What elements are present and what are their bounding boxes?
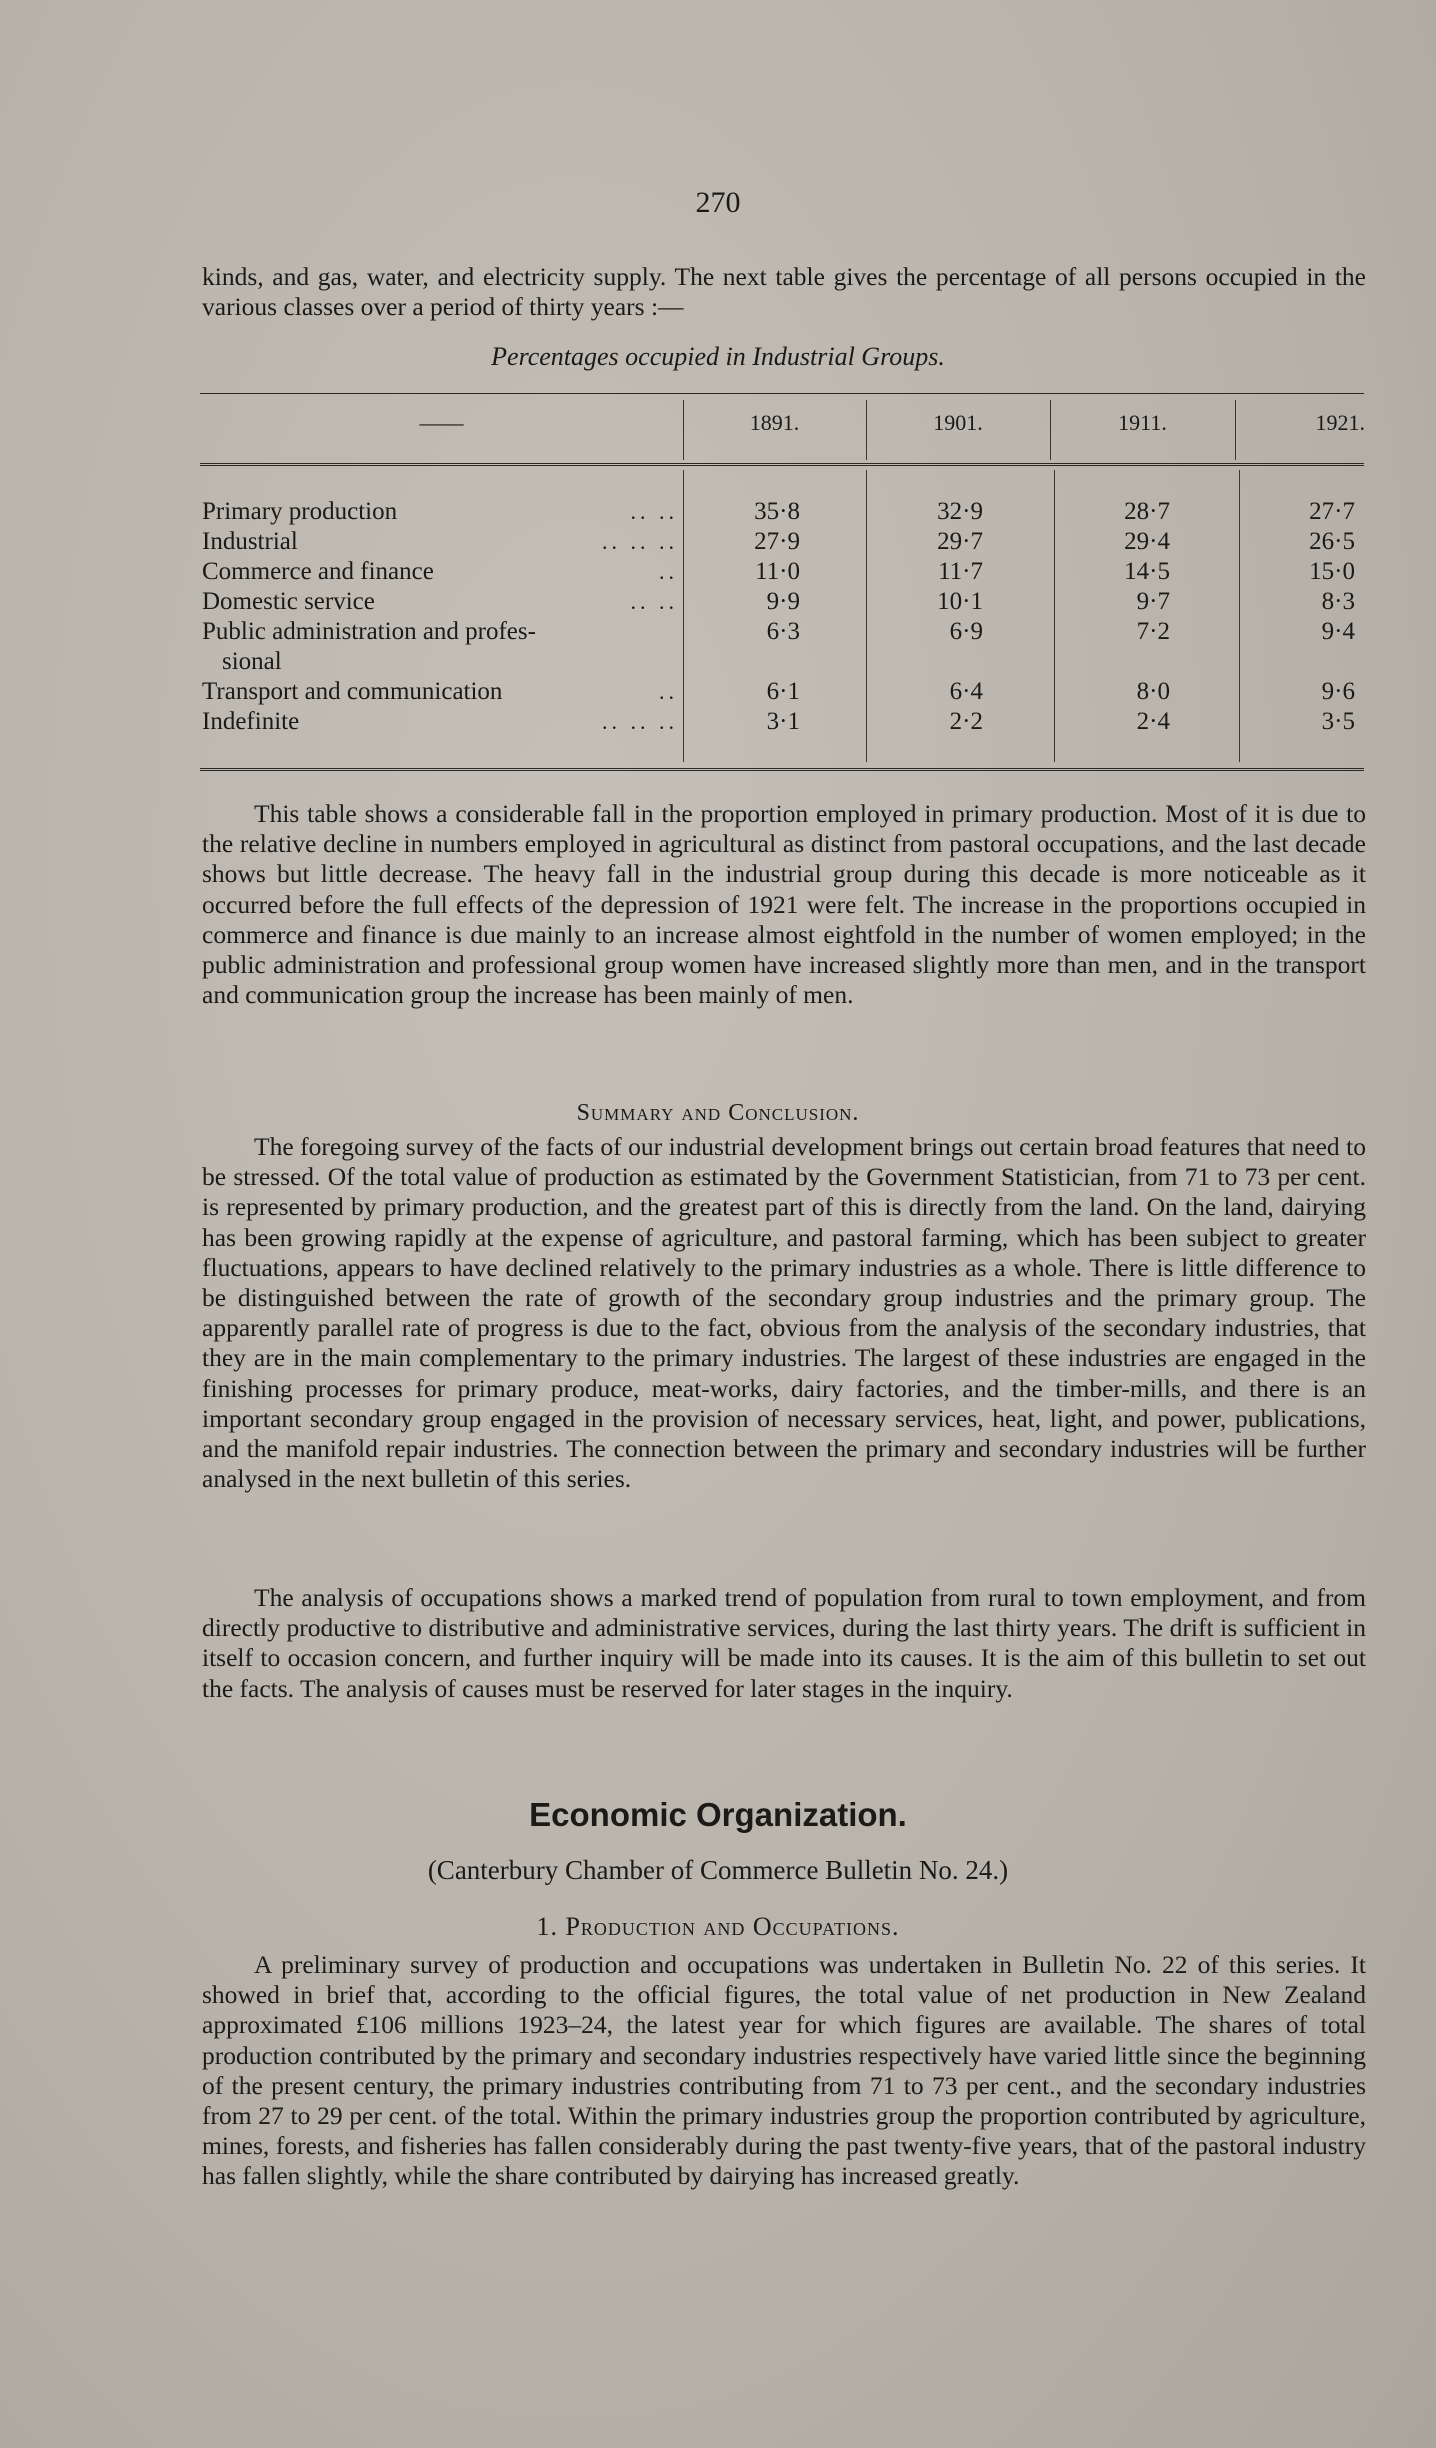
row-label: Indefinite <box>202 708 300 735</box>
subsection-heading: 1. Production and Occupations. <box>536 1912 900 1941</box>
table-cell: 6·1 <box>766 678 800 705</box>
table-cell: 15·0 <box>1309 558 1355 585</box>
summary-heading: Summary and Conclusion. <box>576 1100 860 1126</box>
table-cell: 11·0 <box>755 558 800 585</box>
dot-leader: .. .. .. <box>602 529 678 554</box>
table-cell: 9·6 <box>1321 678 1355 705</box>
summary-paragraph: The foregoing survey of the facts of our industrial development brings out certain broad features that need to be stressed. Of the total value of production as estimated by the Government Statistician, from 71 to 73 per cent. is represented by primary production, and the greatest part of this is directly from the land. On the land, dairying has been growing rapidly at the expense of agriculture, and pastoral farming, which has been subject to greater fluctuations, appears to have declined relatively to the primary industries as a whole. There is little difference to be distinguished between the rate of growth of the secondary group industries and the primary group. The apparently parallel rate of progress is due to the fact, obvious from the analysis of the secondary industries, that they are in the main complementary to the primary industries. The largest of these industries are engaged in the finishing processes for primary produce, meat-works, dairy factories, and the timber-mills, and there is an important secondary group engaged in the provision of necessary services, heat, light, and power, publications, and the manifold repair industries. The connection between the primary and secondary industries will be further analysed in the next bulletin of this series. <box>202 1132 1366 1494</box>
table-cell: 2·2 <box>949 708 983 735</box>
section-title: Economic Organization. <box>529 1796 907 1833</box>
row-label-continuation: sional <box>222 648 282 675</box>
table-row <box>200 557 1364 587</box>
row-label: Primary production <box>202 498 398 525</box>
row-label: Industrial <box>202 528 298 555</box>
table-commentary: This table shows a considerable fall in the proportion employed in primary production. Most of it is due to the relative decline in numbers employed in agricultural as distinct from pastoral occupations, and the last decade shows but little decrease. The heavy fall in the industrial group during this decade is more noticeable as it occurred before the full effects of the depression of 1921 were felt. The increase in the proportions occupied in commerce and finance is due mainly to an increase almost eightfold in the number of women employed; in the public administration and professional group women have increased slightly more than men, and in the transport and communication group the increase has been mainly of men. <box>202 799 1366 1010</box>
page-number: 270 <box>695 186 741 219</box>
table-row <box>200 527 1364 557</box>
dot-leader: .. .. <box>630 589 678 614</box>
table-cell: 7·2 <box>1136 618 1170 645</box>
table-cell: 32·9 <box>937 498 983 525</box>
table-row <box>200 707 1364 737</box>
table-cell: 8·3 <box>1321 588 1355 615</box>
intro-paragraph: kinds, and gas, water, and electricity supply. The next table gives the percentage of all persons occupied in the various classes over a period of thirty years :— <box>202 262 1366 322</box>
table-cell: 29·4 <box>1124 528 1170 555</box>
table-row <box>200 617 1364 677</box>
table-row <box>200 587 1364 617</box>
table-cell: 8·0 <box>1136 678 1170 705</box>
row-label: Public administration and profes- <box>202 618 536 645</box>
table-cell: 6·9 <box>949 618 983 645</box>
table-bottom-rule <box>200 768 1364 771</box>
table-cell: 3·5 <box>1321 708 1355 735</box>
table-cell: 9·7 <box>1136 588 1170 615</box>
bulletin-reference: (Canterbury Chamber of Commerce Bulletin No. 24.) <box>427 1855 1009 1885</box>
table-row <box>200 677 1364 707</box>
table-cell: 14·5 <box>1124 558 1170 585</box>
table-top-rule <box>200 393 1364 394</box>
table-cell: 35·8 <box>754 498 800 525</box>
table-cell: 6·4 <box>949 678 983 705</box>
table-row <box>200 497 1364 527</box>
table-header-rule <box>200 463 1364 466</box>
row-label: Domestic service <box>202 588 375 615</box>
summary-paragraph: The analysis of occupations shows a marked trend of population from rural to town employment, and from directly productive to distributive and administrative services, during the last thirty years. The drift is sufficient in itself to occasion concern, and further inquiry will be made into its causes. It is the aim of this bulletin to set out the facts. The analysis of causes must be reserved for later stages in the inquiry. <box>202 1583 1366 1703</box>
dot-leader: .. <box>659 679 678 704</box>
table-cell: 2·4 <box>1136 708 1170 735</box>
table-cell: 29·7 <box>937 528 983 555</box>
table-caption: Percentages occupied in Industrial Groups. <box>491 342 945 371</box>
table-stub-header: —— <box>419 410 464 435</box>
table-cell: 9·4 <box>1321 618 1355 645</box>
dot-leader: .. .. <box>630 499 678 524</box>
dot-leader: .. <box>659 559 678 584</box>
table-cell: 9·9 <box>766 588 800 615</box>
row-label: Transport and communication <box>202 678 503 705</box>
table-cell: 28·7 <box>1124 498 1170 525</box>
column-header: 1921. <box>1315 410 1365 435</box>
table-cell: 10·1 <box>937 588 983 615</box>
table-cell: 26·5 <box>1309 528 1355 555</box>
table-cell: 11·7 <box>938 558 983 585</box>
row-label: Commerce and finance <box>202 558 434 585</box>
final-paragraph: A preliminary survey of production and occupations was undertaken in Bulletin No. 22 of this series. It showed in brief that, according to the official figures, the total value of net production in New Zealand approximated £106 millions 1923–24, the latest year for which figures are available. The shares of total production contributed by the primary and secondary industries respectively have varied little since the beginning of the present century, the primary industries contributing from 71 to 73 per cent., and the secondary industries from 27 to 29 per cent. of the total. Within the primary industries group the proportion contributed by agriculture, mines, forests, and fisheries has fallen considerably during the past twenty-five years, that of the pastoral industry has fallen slightly, while the share contributed by dairying has increased greatly. <box>202 1950 1366 2191</box>
column-header: 1911. <box>1118 410 1167 435</box>
table-cell: 3·1 <box>766 708 800 735</box>
table-cell: 6·3 <box>766 618 800 645</box>
table-cell: 27·9 <box>754 528 800 555</box>
column-header: 1901. <box>933 410 983 435</box>
table-cell: 27·7 <box>1309 498 1355 525</box>
column-header: 1891. <box>749 410 800 435</box>
dot-leader: .. .. .. <box>602 709 678 734</box>
